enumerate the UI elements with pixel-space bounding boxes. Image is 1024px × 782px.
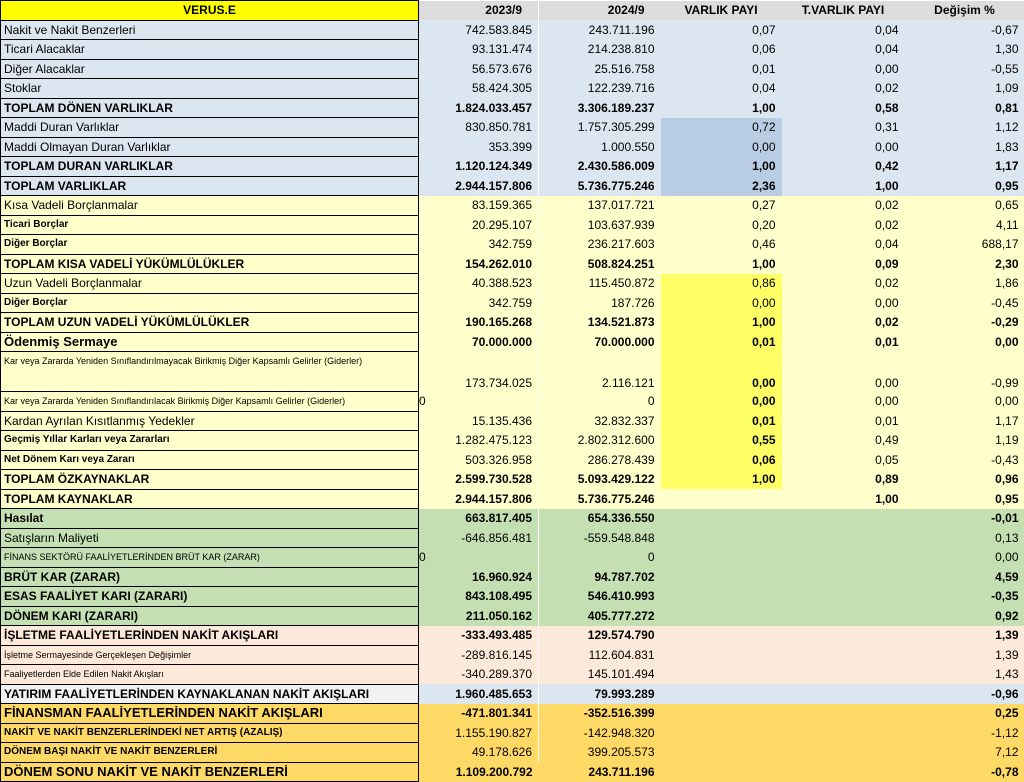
table-row	[1, 411, 1024, 431]
cell-varlik-payi	[661, 665, 782, 685]
cell-varlik-payi: 0,00	[661, 293, 782, 313]
table-row	[1, 567, 1024, 587]
cell-value-2023: 742.583.845	[419, 20, 539, 40]
row-label: Ticari Alacaklar	[1, 40, 419, 60]
cell-value-2024: 134.521.873	[539, 313, 661, 333]
cell-t-varlik-payi: 0,00	[782, 293, 905, 313]
cell-degisim: 1,30	[905, 40, 1024, 60]
table-row	[1, 79, 1024, 99]
cell-degisim: 688,17	[905, 235, 1024, 255]
cell-t-varlik-payi	[782, 762, 905, 782]
table-row	[1, 704, 1024, 724]
row-label: Net Dönem Karı veya Zararı	[1, 450, 419, 470]
cell-varlik-payi: 1,00	[661, 313, 782, 333]
table-row	[1, 59, 1024, 79]
cell-varlik-payi: 1,00	[661, 157, 782, 177]
col-header-2024: 2024/9	[539, 1, 661, 21]
cell-value-2024: 243.711.196	[539, 20, 661, 40]
cell-t-varlik-payi	[782, 606, 905, 626]
table-row	[1, 196, 1024, 216]
cell-value-2023: 2.599.730.528	[419, 470, 539, 490]
row-label: Stoklar	[1, 79, 419, 99]
header-row	[1, 1, 1024, 21]
cell-varlik-payi: 0,27	[661, 196, 782, 216]
cell-varlik-payi	[661, 509, 782, 529]
cell-varlik-payi: 0,01	[661, 411, 782, 431]
row-label: Uzun Vadeli Borçlanmalar	[1, 274, 419, 294]
cell-value-2024: 2.430.586.009	[539, 157, 661, 177]
cell-t-varlik-payi	[782, 723, 905, 743]
row-label: YATIRIM FAALİYETLERİNDEN KAYNAKLANAN NAKİT AKIŞLARI	[1, 684, 419, 704]
cell-value-2024: -559.548.848	[539, 528, 661, 548]
table-row	[1, 293, 1024, 313]
col-header-degisim: Değişim %	[905, 1, 1024, 21]
table-row	[1, 606, 1024, 626]
cell-degisim: 0,95	[905, 489, 1024, 509]
row-label: NAKİT VE NAKİT BENZERLERİNDEKİ NET ARTIŞ (AZALIŞ)	[1, 723, 419, 743]
table-row	[1, 665, 1024, 685]
ticker-title: VERUS.E	[1, 1, 419, 21]
cell-varlik-payi	[661, 645, 782, 665]
cell-t-varlik-payi: 0,04	[782, 20, 905, 40]
cell-degisim: 0,81	[905, 98, 1024, 118]
cell-t-varlik-payi: 0,00	[782, 352, 905, 392]
cell-varlik-payi	[661, 567, 782, 587]
cell-t-varlik-payi	[782, 626, 905, 646]
cell-varlik-payi: 0,55	[661, 431, 782, 451]
cell-varlik-payi	[661, 723, 782, 743]
row-label: DÖNEM SONU NAKİT VE NAKİT BENZERLERİ	[1, 762, 419, 782]
cell-t-varlik-payi: 0,04	[782, 235, 905, 255]
cell-degisim: -0,67	[905, 20, 1024, 40]
cell-value-2024: 5.736.775.246	[539, 489, 661, 509]
cell-degisim: 0,00	[905, 332, 1024, 352]
cell-varlik-payi	[661, 528, 782, 548]
row-label: Ticari Borçlar	[1, 215, 419, 235]
table-row	[1, 450, 1024, 470]
cell-value-2023: 830.850.781	[419, 118, 539, 138]
row-label: Diğer Borçlar	[1, 235, 419, 255]
table-row	[1, 509, 1024, 529]
row-label: TOPLAM DURAN VARLIKLAR	[1, 157, 419, 177]
row-label: İŞLETME FAALİYETLERİNDEN NAKİT AKIŞLARI	[1, 626, 419, 646]
cell-varlik-payi: 0,00	[661, 352, 782, 392]
cell-varlik-payi	[661, 626, 782, 646]
cell-degisim: 4,59	[905, 567, 1024, 587]
cell-degisim: -0,01	[905, 509, 1024, 529]
cell-value-2023: -340.289.370	[419, 665, 539, 685]
table-row	[1, 137, 1024, 157]
cell-varlik-payi: 0,86	[661, 274, 782, 294]
cell-value-2023: 342.759	[419, 235, 539, 255]
cell-value-2024: 137.017.721	[539, 196, 661, 216]
cell-varlik-payi	[661, 606, 782, 626]
cell-value-2024: 3.306.189.237	[539, 98, 661, 118]
cell-value-2023: 2.944.157.806	[419, 489, 539, 509]
table-row	[1, 392, 1024, 412]
cell-t-varlik-payi: 0,02	[782, 313, 905, 333]
cell-value-2023: 1.824.033.457	[419, 98, 539, 118]
cell-varlik-payi	[661, 548, 782, 568]
cell-value-2024: 122.239.716	[539, 79, 661, 99]
row-label: DÖNEM BAŞI NAKİT VE NAKİT BENZERLERİ	[1, 743, 419, 763]
table-row	[1, 235, 1024, 255]
cell-value-2023: -333.493.485	[419, 626, 539, 646]
cell-value-2024: 1.757.305.299	[539, 118, 661, 138]
cell-degisim: 2,30	[905, 254, 1024, 274]
table-row	[1, 431, 1024, 451]
table-row	[1, 20, 1024, 40]
cell-t-varlik-payi: 0,49	[782, 431, 905, 451]
table-row	[1, 98, 1024, 118]
cell-value-2023: 1.155.190.827	[419, 723, 539, 743]
table-row	[1, 489, 1024, 509]
cell-t-varlik-payi: 0,02	[782, 79, 905, 99]
cell-value-2023: 503.326.958	[419, 450, 539, 470]
cell-value-2023: 49.178.626	[419, 743, 539, 763]
cell-t-varlik-payi: 0,02	[782, 215, 905, 235]
cell-degisim: 4,11	[905, 215, 1024, 235]
cell-varlik-payi: 0,46	[661, 235, 782, 255]
cell-value-2023: 70.000.000	[419, 332, 539, 352]
table-row	[1, 274, 1024, 294]
cell-value-2024: 2.116.121	[539, 352, 661, 392]
cell-degisim: 0,00	[905, 548, 1024, 568]
cell-degisim: 1,17	[905, 157, 1024, 177]
cell-value-2024: 103.637.939	[539, 215, 661, 235]
cell-value-2024: 2.802.312.600	[539, 431, 661, 451]
cell-t-varlik-payi: 0,31	[782, 118, 905, 138]
cell-t-varlik-payi: 0,00	[782, 137, 905, 157]
cell-t-varlik-payi: 0,42	[782, 157, 905, 177]
cell-degisim: -0,99	[905, 352, 1024, 392]
cell-value-2023: 93.131.474	[419, 40, 539, 60]
row-label: Satışların Maliyeti	[1, 528, 419, 548]
cell-degisim: 1,39	[905, 626, 1024, 646]
cell-varlik-payi	[661, 489, 782, 509]
row-label: Nakit ve Nakit Benzerleri	[1, 20, 419, 40]
row-label: Geçmiş Yıllar Karları veya Zararları	[1, 431, 419, 451]
cell-value-2024: 286.278.439	[539, 450, 661, 470]
cell-value-2023: 56.573.676	[419, 59, 539, 79]
cell-degisim: 0,92	[905, 606, 1024, 626]
cell-t-varlik-payi: 0,09	[782, 254, 905, 274]
cell-t-varlik-payi: 1,00	[782, 489, 905, 509]
table-row	[1, 157, 1024, 177]
cell-leading-zero: 0	[419, 392, 426, 410]
cell-varlik-payi	[661, 704, 782, 724]
table-row	[1, 176, 1024, 196]
cell-varlik-payi: 0,04	[661, 79, 782, 99]
cell-degisim: 0,00	[905, 392, 1024, 412]
cell-degisim: -0,45	[905, 293, 1024, 313]
row-label: TOPLAM ÖZKAYNAKLAR	[1, 470, 419, 490]
cell-degisim: 1,43	[905, 665, 1024, 685]
cell-value-2023: 342.759	[419, 293, 539, 313]
cell-degisim: 0,96	[905, 470, 1024, 490]
cell-varlik-payi: 0,20	[661, 215, 782, 235]
cell-value-2024: -142.948.320	[539, 723, 661, 743]
row-label: TOPLAM DÖNEN VARLIKLAR	[1, 98, 419, 118]
cell-t-varlik-payi: 0,58	[782, 98, 905, 118]
cell-varlik-payi: 1,00	[661, 254, 782, 274]
cell-value-2023: -289.816.145	[419, 645, 539, 665]
cell-degisim: 1,12	[905, 118, 1024, 138]
cell-varlik-payi: 0,07	[661, 20, 782, 40]
table-row	[1, 587, 1024, 607]
cell-varlik-payi	[661, 762, 782, 782]
cell-value-2023	[419, 548, 539, 568]
table-row	[1, 684, 1024, 704]
cell-value-2024: 508.824.251	[539, 254, 661, 274]
cell-degisim: -0,96	[905, 684, 1024, 704]
table-row	[1, 332, 1024, 352]
cell-t-varlik-payi: 0,00	[782, 59, 905, 79]
cell-value-2024: 399.205.573	[539, 743, 661, 763]
table-row	[1, 762, 1024, 782]
cell-value-2023	[419, 392, 539, 412]
cell-varlik-payi: 0,01	[661, 332, 782, 352]
table-row	[1, 743, 1024, 763]
row-label: Diğer Alacaklar	[1, 59, 419, 79]
col-header-2023: 2023/9	[419, 1, 539, 21]
cell-value-2024: 1.000.550	[539, 137, 661, 157]
cell-value-2024: 5.093.429.122	[539, 470, 661, 490]
cell-t-varlik-payi	[782, 567, 905, 587]
table-row	[1, 548, 1024, 568]
row-label: TOPLAM VARLIKLAR	[1, 176, 419, 196]
cell-t-varlik-payi	[782, 645, 905, 665]
cell-degisim: 1,39	[905, 645, 1024, 665]
cell-varlik-payi	[661, 743, 782, 763]
cell-leading-zero: 0	[419, 548, 426, 566]
cell-varlik-payi: 0,00	[661, 392, 782, 412]
row-label: FİNANSMAN FAALİYETLERİNDEN NAKİT AKIŞLARI	[1, 704, 419, 724]
cell-degisim: 1,86	[905, 274, 1024, 294]
col-header-varlik-payi: VARLIK PAYI	[661, 1, 782, 21]
cell-degisim: -0,43	[905, 450, 1024, 470]
cell-t-varlik-payi	[782, 665, 905, 685]
cell-degisim: -0,29	[905, 313, 1024, 333]
cell-varlik-payi: 0,00	[661, 137, 782, 157]
cell-value-2024: -352.516.399	[539, 704, 661, 724]
cell-value-2024: 145.101.494	[539, 665, 661, 685]
cell-value-2024: 405.777.272	[539, 606, 661, 626]
cell-varlik-payi: 0,06	[661, 450, 782, 470]
cell-degisim: 7,12	[905, 743, 1024, 763]
table-row	[1, 626, 1024, 646]
row-label: TOPLAM KAYNAKLAR	[1, 489, 419, 509]
cell-value-2023: 663.817.405	[419, 509, 539, 529]
cell-t-varlik-payi: 0,89	[782, 470, 905, 490]
cell-degisim: 0,25	[905, 704, 1024, 724]
cell-t-varlik-payi: 0,02	[782, 196, 905, 216]
table-row	[1, 313, 1024, 333]
row-label: Kısa Vadeli Borçlanmalar	[1, 196, 419, 216]
cell-value-2023: 173.734.025	[419, 352, 539, 392]
table-row	[1, 645, 1024, 665]
cell-t-varlik-payi: 0,02	[782, 274, 905, 294]
cell-value-2023: 20.295.107	[419, 215, 539, 235]
cell-degisim: 1,17	[905, 411, 1024, 431]
cell-value-2023: 83.159.365	[419, 196, 539, 216]
cell-varlik-payi: 0,72	[661, 118, 782, 138]
cell-value-2023: 15.135.436	[419, 411, 539, 431]
cell-value-2023: 190.165.268	[419, 313, 539, 333]
cell-value-2023: -646.856.481	[419, 528, 539, 548]
cell-degisim: 0,65	[905, 196, 1024, 216]
cell-value-2024: 112.604.831	[539, 645, 661, 665]
cell-value-2024: 0	[539, 548, 661, 568]
cell-value-2023: -471.801.341	[419, 704, 539, 724]
cell-value-2024: 0	[539, 392, 661, 412]
row-label: TOPLAM UZUN VADELİ YÜKÜMLÜLÜKLER	[1, 313, 419, 333]
cell-varlik-payi	[661, 587, 782, 607]
cell-value-2023: 1.282.475.123	[419, 431, 539, 451]
cell-value-2024: 654.336.550	[539, 509, 661, 529]
cell-t-varlik-payi	[782, 509, 905, 529]
table-row	[1, 352, 1024, 392]
cell-t-varlik-payi: 0,05	[782, 450, 905, 470]
cell-t-varlik-payi	[782, 548, 905, 568]
row-label: ESAS FAALİYET KARI (ZARARI)	[1, 587, 419, 607]
cell-value-2023: 40.388.523	[419, 274, 539, 294]
row-label: FİNANS SEKTÖRÜ FAALİYETLERİNDEN BRÜT KAR (ZARAR)	[1, 548, 419, 568]
cell-t-varlik-payi: 0,01	[782, 332, 905, 352]
row-label: İşletme Sermayesinde Gerçekleşen Değişimler	[1, 645, 419, 665]
cell-value-2024: 115.450.872	[539, 274, 661, 294]
row-label: Kar veya Zararda Yeniden Sınıflandırılmayacak Birikmiş Diğer Kapsamlı Gelirler (Giderler)	[1, 352, 419, 392]
cell-value-2024: 70.000.000	[539, 332, 661, 352]
cell-value-2024: 79.993.289	[539, 684, 661, 704]
row-label: Diğer Borçlar	[1, 293, 419, 313]
cell-degisim: -0,78	[905, 762, 1024, 782]
table-row	[1, 723, 1024, 743]
cell-t-varlik-payi	[782, 528, 905, 548]
cell-degisim: 0,95	[905, 176, 1024, 196]
cell-t-varlik-payi: 1,00	[782, 176, 905, 196]
cell-degisim: -0,35	[905, 587, 1024, 607]
col-header-t-varlik-payi: T.VARLIK PAYI	[782, 1, 905, 21]
cell-degisim: 0,13	[905, 528, 1024, 548]
cell-value-2023: 1.960.485.653	[419, 684, 539, 704]
cell-degisim: -0,55	[905, 59, 1024, 79]
cell-varlik-payi	[661, 684, 782, 704]
cell-t-varlik-payi	[782, 587, 905, 607]
cell-varlik-payi: 2,36	[661, 176, 782, 196]
table-row	[1, 528, 1024, 548]
cell-value-2023: 1.109.200.792	[419, 762, 539, 782]
row-label: TOPLAM KISA VADELİ YÜKÜMLÜLÜKLER	[1, 254, 419, 274]
cell-value-2024: 94.787.702	[539, 567, 661, 587]
cell-value-2024: 187.726	[539, 293, 661, 313]
cell-value-2024: 243.711.196	[539, 762, 661, 782]
cell-t-varlik-payi: 0,00	[782, 392, 905, 412]
cell-degisim: 1,83	[905, 137, 1024, 157]
cell-t-varlik-payi	[782, 684, 905, 704]
cell-value-2023: 154.262.010	[419, 254, 539, 274]
row-label: Kar veya Zararda Yeniden Sınıflandırılacak Birikmiş Diğer Kapsamlı Gelirler (Giderler)	[1, 392, 419, 412]
cell-varlik-payi: 1,00	[661, 470, 782, 490]
cell-t-varlik-payi	[782, 743, 905, 763]
table-row	[1, 254, 1024, 274]
row-label: Maddi Duran Varlıklar	[1, 118, 419, 138]
row-label: Kardan Ayrılan Kısıtlanmış Yedekler	[1, 411, 419, 431]
cell-value-2024: 214.238.810	[539, 40, 661, 60]
cell-varlik-payi: 0,01	[661, 59, 782, 79]
cell-value-2024: 236.217.603	[539, 235, 661, 255]
row-label: Hasılat	[1, 509, 419, 529]
row-label: BRÜT KAR (ZARAR)	[1, 567, 419, 587]
cell-value-2023: 2.944.157.806	[419, 176, 539, 196]
cell-varlik-payi: 1,00	[661, 98, 782, 118]
cell-degisim: 1,19	[905, 431, 1024, 451]
cell-value-2024: 546.410.993	[539, 587, 661, 607]
row-label: Ödenmiş Sermaye	[1, 332, 419, 352]
cell-value-2024: 32.832.337	[539, 411, 661, 431]
cell-t-varlik-payi: 0,04	[782, 40, 905, 60]
cell-value-2024: 5.736.775.246	[539, 176, 661, 196]
cell-t-varlik-payi: 0,01	[782, 411, 905, 431]
row-label: Faaliyetlerden Elde Edilen Nakit Akışları	[1, 665, 419, 685]
table-row	[1, 215, 1024, 235]
cell-value-2023: 843.108.495	[419, 587, 539, 607]
row-label: Maddi Olmayan Duran Varlıklar	[1, 137, 419, 157]
cell-value-2023: 1.120.124.349	[419, 157, 539, 177]
cell-value-2023: 353.399	[419, 137, 539, 157]
table-row	[1, 40, 1024, 60]
cell-degisim: -1,12	[905, 723, 1024, 743]
cell-degisim: 1,09	[905, 79, 1024, 99]
cell-value-2023: 211.050.162	[419, 606, 539, 626]
cell-t-varlik-payi	[782, 704, 905, 724]
table-row	[1, 118, 1024, 138]
table-row	[1, 470, 1024, 490]
cell-value-2024: 25.516.758	[539, 59, 661, 79]
cell-value-2023: 16.960.924	[419, 567, 539, 587]
cell-value-2024: 129.574.790	[539, 626, 661, 646]
cell-value-2023: 58.424.305	[419, 79, 539, 99]
row-label: DÖNEM KARI (ZARARI)	[1, 606, 419, 626]
cell-varlik-payi: 0,06	[661, 40, 782, 60]
